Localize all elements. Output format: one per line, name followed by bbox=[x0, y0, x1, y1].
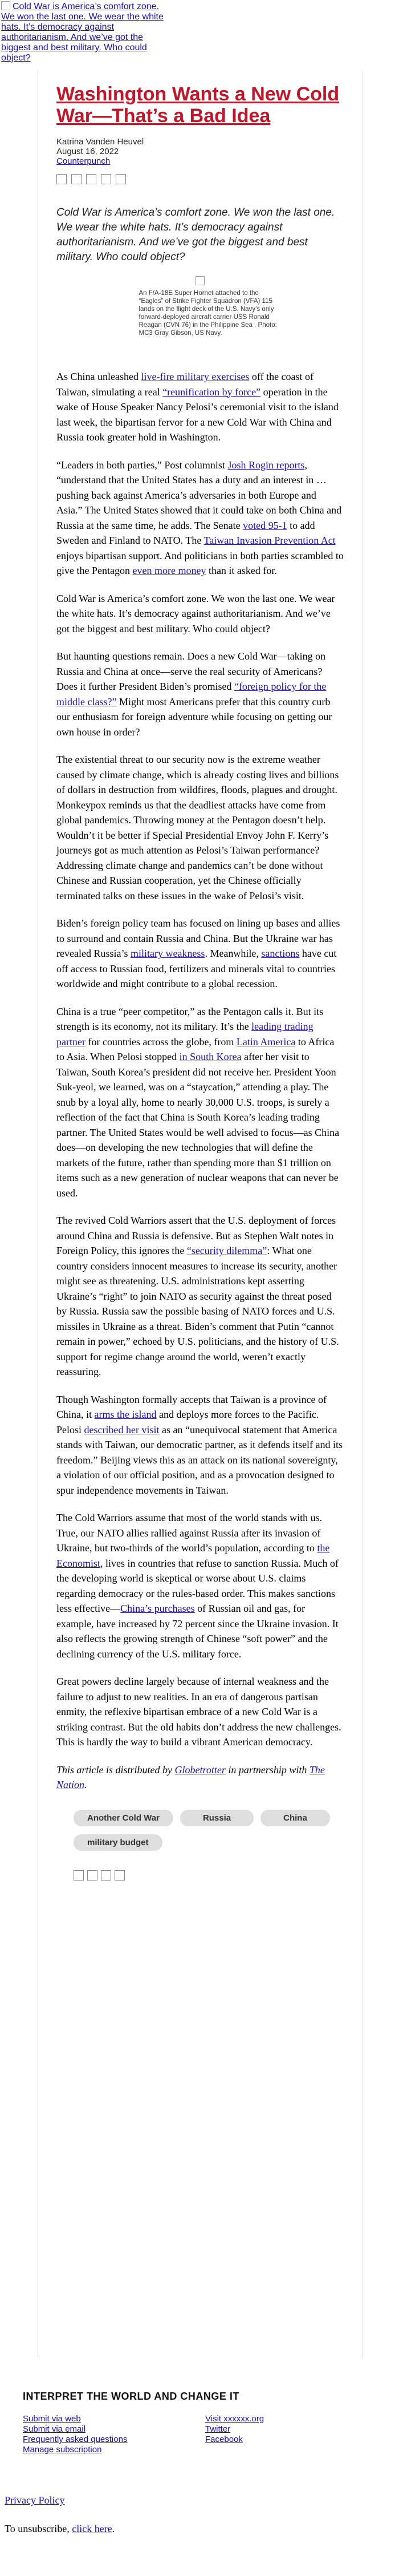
share-icon[interactable] bbox=[74, 1870, 84, 1881]
author-name: Katrina Vanden Heuvel bbox=[56, 137, 144, 147]
inline-link[interactable]: “foreign policy for the middle class?” bbox=[56, 681, 327, 707]
share-icon[interactable] bbox=[101, 1870, 111, 1881]
unsubscribe-line: To unsubscribe, click here. bbox=[5, 2523, 115, 2534]
broken-image-icon bbox=[196, 276, 205, 285]
article-meta bbox=[56, 137, 344, 166]
inline-link[interactable]: China’s purchases bbox=[120, 1603, 195, 1614]
unsubscribe-link[interactable]: click here bbox=[72, 2523, 112, 2534]
inline-link[interactable]: Josh Rogin reports bbox=[227, 459, 305, 471]
share-icon[interactable] bbox=[86, 174, 96, 184]
promo-right-links bbox=[205, 2414, 388, 2455]
share-icon[interactable] bbox=[56, 174, 67, 184]
facebook-link[interactable]: Facebook bbox=[205, 2435, 243, 2444]
paragraph: Cold War is America’s comfort zone. We won the last one. We wear the white hats. It’s democracy against authoritarianism. And we’ve got the biggest and best military. Who could object? bbox=[56, 592, 335, 634]
inline-link[interactable]: in South Korea bbox=[179, 1051, 242, 1062]
privacy-policy-link[interactable]: Privacy Policy bbox=[5, 2494, 65, 2506]
manage-subscription-link[interactable]: Manage subscription bbox=[23, 2445, 102, 2454]
inline-link[interactable]: described her visit bbox=[84, 1424, 160, 1435]
publish-date: August 16, 2022 bbox=[56, 147, 119, 156]
email-footer bbox=[5, 2493, 115, 2535]
paragraph: The existential threat to our security now is the extreme weather caused by climate change, which is already costing lives and billions of dollars in destruction from wildfires, floods, plagues and drought. Monkeypox reminds us that the deadliest attacks have come from global pandemics. Throwing money at the Pentagon doesn’t help. Wouldn’t it be better if Special Presidential Envoy John F. Kerry’s journeys got as much attention as Pelosi’s Taiwan performance? Addressing climate change and pandemics can’t be done without Chinese and Russian cooperation, yet the Chinese officially terminated talks on these issues in the wake of Pelosi’s visit. bbox=[56, 754, 339, 901]
promo-heading: INTERPRET THE WORLD AND CHANGE IT bbox=[23, 2391, 239, 2402]
inline-link[interactable]: live-fire military exercises bbox=[141, 371, 250, 382]
inline-link[interactable]: Taiwan Invasion Prevention Act bbox=[203, 535, 336, 546]
paragraph: But haunting questions remain. Does a new Cold War—taking on Russia and China at once—serve the real security of Americans? Does it further President Biden’s promised “foreign policy for the middle class?” Might most Americans prefer that this country curb our enthusiasm for foreign adventure while focusing on getting our own house in order? bbox=[56, 650, 332, 738]
paragraph: China is a true “peer competitor,” as the Pentagon calls it. But its strength is its economy, not its military. It’s the leading trading partner for countries across the globe, from Latin America to Africa to Asia. When Pelosi stopped in South Korea after her visit to Taiwan, South Korea’s president did not receive her. President Yoon Suk-yeol, we learned, was on a “staycation,” attending a play. The snub by a loyal ally, home to nearly 30,000 U.S. troops, is surely a reflection of the fact that China is South Korea’s leading trading partner. The United States would be well advised to focus—as China does—on developing the new technologies that will define the markets of the future, rather than spending more than $1 trillion on items such as a new generation of nuclear weapons that can never be used. bbox=[56, 1005, 340, 1199]
inline-link[interactable]: military weakness bbox=[130, 948, 205, 959]
paragraph: The revived Cold Warriors assert that the U.S. deployment of forces around China and Russia is defensive. But as Stephen Walt notes in Foreign Policy, this ignores the “security dilemma”: What one country considers innocent measures to increase its security, another might see as threatening. U.S. administrations kept asserting Ukraine’s “right” to join NATO as security against the threat posed by Russia. Russia saw the possible basing of NATO forces and U.S. missiles in Ukraine as a threat. Biden’s comment that Putin “cannot remain in power,” echoed by U.S. politicians, and the history of U.S. support for regime change around the world, weren’t exactly reassuring. bbox=[56, 1215, 339, 1377]
tag-button[interactable]: military budget bbox=[74, 1834, 162, 1851]
submit-email-link[interactable]: Submit via email bbox=[23, 2424, 86, 2434]
inline-link[interactable]: Latin America bbox=[236, 1036, 296, 1048]
share-icon[interactable] bbox=[101, 174, 111, 184]
inline-link[interactable]: The Nation bbox=[56, 1764, 325, 1790]
article-title[interactable]: Washington Wants a New Cold War—That’s a Bad Idea bbox=[56, 83, 340, 127]
broken-image-icon bbox=[1, 1, 10, 10]
inline-link[interactable]: arms the island bbox=[94, 1409, 157, 1420]
visit-site-link[interactable]: Visit xxxxxx.org bbox=[205, 2414, 264, 2424]
distribution-note: This article is distributed by Globetrotter in partnership with The Nation. bbox=[56, 1764, 325, 1790]
paragraph: Biden’s foreign policy team has focused on lining up bases and allies to surround and contain Russia and China. But the Ukraine war has revealed Russia’s military weakness. Meanwhile, sanctions have cut off access to Russian food, fertilizers and minerals vital to countries worldwide and might contribute to a global recession. bbox=[56, 917, 340, 989]
share-icon[interactable] bbox=[71, 174, 82, 184]
share-icon[interactable] bbox=[87, 1870, 97, 1881]
inline-link[interactable]: Globetrotter bbox=[174, 1764, 226, 1776]
figure-caption: An F/A-18E Super Hornet attached to the “Eagles” of Strike Fighter Squadron (VFA) 115 lands on the flight deck of the U.S. Navy’s only forward-deployed aircraft carrier USS Ronald Reagan (CVN 76) in the Philippine Sea . Photo: MC3 Gray Gibson, US Navy. bbox=[139, 290, 277, 337]
tag-button[interactable]: China bbox=[260, 1810, 330, 1826]
source-link[interactable]: Counterpunch bbox=[56, 156, 111, 166]
paragraph: The Cold Warriors assume that most of the world stands with us. True, our NATO allies rallied against Russia after its invasion of Ukraine, but two-thirds of the world’s population, according to the Economist, lives in countries that refuse to sanction Russia. Much of the developing world is skeptical or worse about U.S. claims regarding democracy or the rules-based order. This makes sanctions less effective—China’s purchases of Russian oil and gas, for example, have increased by 72 percent since the Ukraine invasion. It also reflects the growing strength of Chinese “soft power” and the declining currency of the U.S. military force. bbox=[56, 1512, 339, 1660]
twitter-link[interactable]: Twitter bbox=[205, 2424, 231, 2434]
header-image-alt-text: Cold War is America’s comfort zone. We won the last one. We wear the white hats. It’s democracy against authoritarianism. And we’ve got the biggest and best military. Who could object? bbox=[1, 2, 164, 63]
article-dek: Cold War is America’s comfort zone. We won the last one. We wear the white hats. It’s democracy against authoritarianism. And we’ve got the biggest and best military. Who could object? bbox=[56, 207, 335, 263]
inline-link[interactable]: sanctions bbox=[261, 948, 300, 959]
inline-link[interactable]: “security dilemma” bbox=[186, 1245, 267, 1256]
share-icons-bottom bbox=[74, 1870, 344, 1883]
header-image-placeholder[interactable] bbox=[0, 0, 171, 68]
inline-link[interactable]: voted 95-1 bbox=[243, 519, 287, 531]
tag-button[interactable]: Another Cold War bbox=[74, 1810, 173, 1826]
inline-link[interactable]: even more money bbox=[132, 565, 206, 576]
paragraph: Great powers decline largely because of internal weakness and the failure to adjust to new realities. In an era of dangerous partisan enmity, the reflexive bipartisan embrace of a new Cold War is a striking contrast. But the old habits don’t address the new challenges. This is hardly the way to build a vibrant American democracy. bbox=[56, 1676, 341, 1748]
inline-link[interactable]: “reunification by force” bbox=[162, 386, 261, 398]
tag-list bbox=[74, 1810, 344, 1883]
inline-link[interactable]: the Economist bbox=[56, 1542, 330, 1569]
newsletter-promo bbox=[0, 2391, 399, 2455]
faq-link[interactable]: Frequently asked questions bbox=[23, 2435, 128, 2444]
inline-link[interactable]: leading trading partner bbox=[56, 1021, 314, 1048]
article-body bbox=[56, 369, 344, 1793]
article-card bbox=[38, 71, 363, 2359]
share-icon[interactable] bbox=[116, 174, 126, 184]
submit-web-link[interactable]: Submit via web bbox=[23, 2414, 81, 2424]
tag-button[interactable]: Russia bbox=[180, 1810, 254, 1826]
paragraph: Though Washington formally accepts that Taiwan is a province of China, it arms the island and deploys more forces to the Pacific. Pelosi described her visit as an “unequivocal statement that America stands with Taiwan, our democratic partner, as it defends itself and its freedom.” Beijing views this as an attack on its national sovereignty, a violation of our official position, and as a provocation designed to spur independence movements in Taiwan. bbox=[56, 1393, 343, 1496]
share-icons bbox=[56, 174, 344, 187]
paragraph: “Leaders in both parties,” Post columnist Josh Rogin reports, “understand that the United States has a duty and an interest in … pushing back against America’s adversaries in both Europe and Asia.” The United States showed that it could take on both China and Russia at the same time, he adds. The Senate voted 95-1 to add Sweden and Finland to NATO. The Taiwan Invasion Prevention Act enjoys bipartisan support. And politicians in both parties scrambled to give the Pentagon even more money than it asked for. bbox=[56, 459, 344, 576]
article-figure bbox=[56, 276, 344, 337]
share-icon[interactable] bbox=[115, 1870, 125, 1881]
promo-left-links bbox=[23, 2414, 205, 2455]
paragraph: As China unleashed live-fire military exercises off the coast of Taiwan, simulating a real “reunification by force” operation in the wake of House Speaker Nancy Pelosi’s ceremonial visit to the island last week, the bipartisan fervor for a new Cold War with China and Russia took greater hold in Washington. bbox=[56, 371, 339, 443]
